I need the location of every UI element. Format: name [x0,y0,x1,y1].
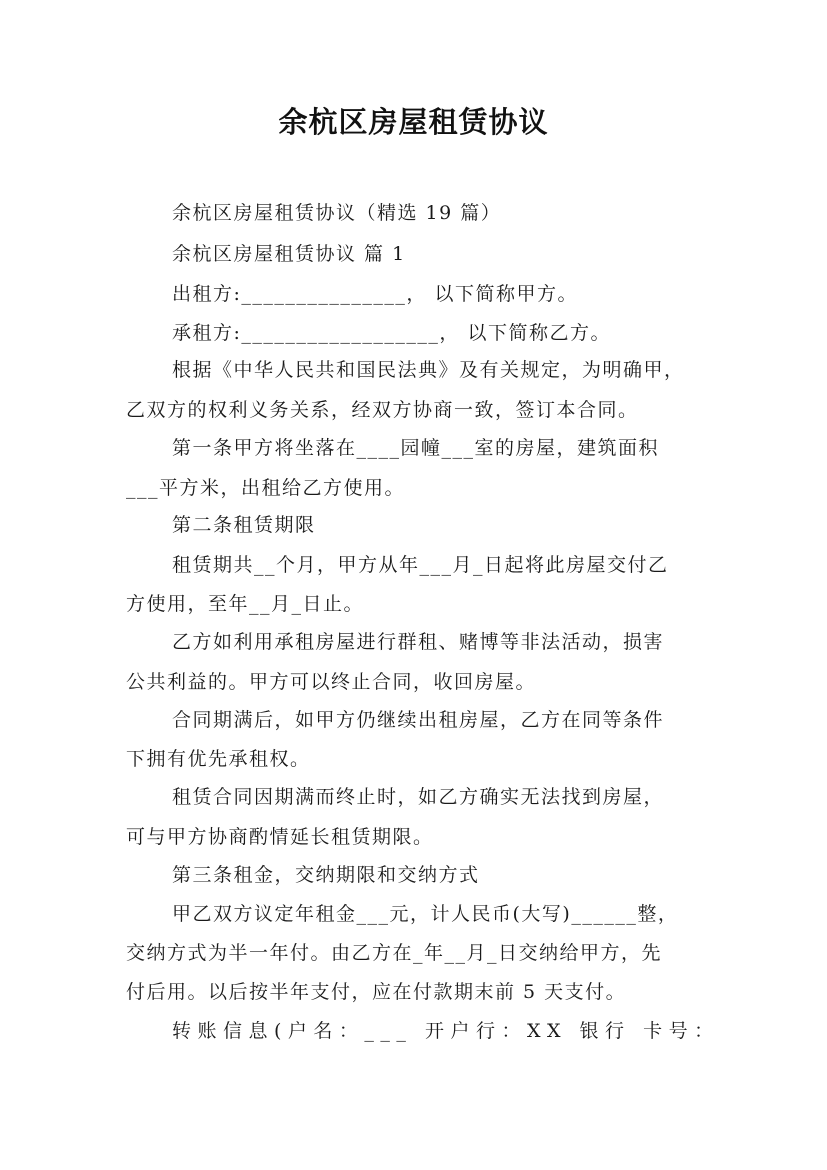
paragraph-line: 根据《中华人民共和国民法典》及有关规定，为明确甲， [172,359,685,381]
subtitle-line: 余杭区房屋租赁协议（精选 19 篇） [172,202,502,224]
paragraph-line: 乙双方的权利义务关系，经双方协商一致，签订本合同。 [126,399,639,421]
paragraph-line: 方使用，至年__月_日止。 [126,593,365,615]
paragraph-line: 公共利益的。甲方可以终止合同，收回房屋。 [126,671,537,693]
paragraph-line: 第一条甲方将坐落在____园幢___室的房屋，建筑面积 [172,437,660,459]
paragraph-line: 合同期满后，如甲方仍继续出租房屋，乙方在同等条件 [172,709,665,731]
paragraph-line: 乙方如利用承租房屋进行群租、赌博等非法活动，损害 [172,631,665,653]
paragraph-line: 可与甲方协商酌情延长租赁期限。 [126,826,434,848]
document-title: 余杭区房屋租赁协议 [278,105,549,139]
transfer-info-line: 转账信息(户名：___ 开户行：XX 银行 卡号： [172,1020,720,1042]
paragraph-line: 租赁期共__个月，甲方从年___月_日起将此房屋交付乙 [172,554,669,576]
paragraph-line: ___平方米，出租给乙方使用。 [126,477,406,499]
article-heading: 第三条租金，交纳期限和交纳方式 [172,864,480,886]
paragraph-line: 付后用。以后按半年支付，应在付款期末前 5 天支付。 [126,981,627,1003]
paragraph-line: 甲乙双方议定年租金___元，计人民币(大写)______整， [172,903,679,925]
paragraph-line: 下拥有优先承租权。 [126,748,311,770]
paragraph-line: 租赁合同因期满而终止时，如乙方确实无法找到房屋， [172,786,665,808]
lessor-line: 出租方:_______________， 以下简称甲方。 [172,283,578,305]
section-heading: 余杭区房屋租赁协议 篇 1 [172,243,406,265]
lessee-line: 承租方:__________________， 以下简称乙方。 [172,322,611,344]
paragraph-line: 交纳方式为半一年付。由乙方在_年__月_日交纳给甲方，先 [126,942,663,964]
article-heading: 第二条租赁期限 [172,514,316,536]
